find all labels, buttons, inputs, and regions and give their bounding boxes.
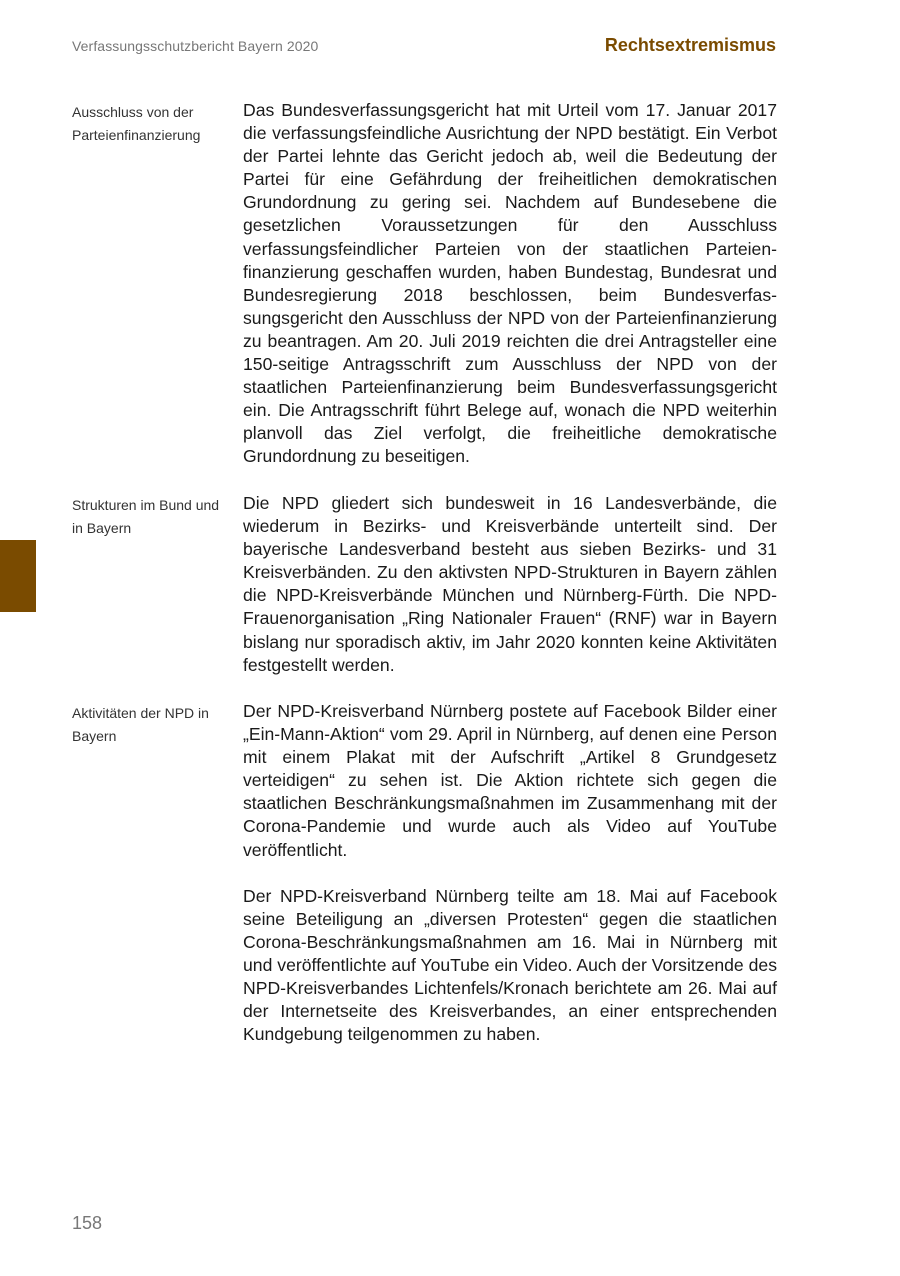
margin-note: Strukturen im Bund und in Bayern: [72, 497, 220, 536]
chapter-title: Rechtsextremismus: [604, 35, 776, 55]
chapter-tab-marker: [0, 540, 36, 612]
margin-note: Ausschluss von der Parteienfinanzierung: [72, 104, 201, 143]
page-number: 158: [72, 1213, 103, 1233]
body-paragraph: Die NPD gliedert sich bundesweit in 16 Landesverbände, die wiederum in Bezirks- und Kreisverbände unterteilt sind. Der bayerische Landesverband besteht aus sieben Bezirks- und 31 Kreisverbänden. Zu den aktivsten NPD-Strukturen in Bayern zählen die NPD-Kreisverbände München und Nürnberg-Fürth. Die NPD-Frauenorganisation „Ring Nationaler Frauen“ (RNF) war in Bayern bislang nur sporadisch aktiv, im Jahr 2020 konnten keine Aktivitäten festgestellt werden.: [243, 493, 777, 675]
margin-note: Aktivitäten der NPD in Bayern: [72, 705, 209, 744]
body-paragraph: Der NPD-Kreisverband Nürnberg teilte am 18. Mai auf Facebook seine Beteiligung an „diversen Protesten“ gegen die staatlichen Corona-Beschränkungsmaßnahmen am 16. Mai in Nürnberg mit und veröffentlichte auf YouTube ein Video. Auch der Vorsitzende des NPD-Kreisverbandes Lichtenfels/Kronach berichtete am 26. Mai auf der Internetseite des Kreisverbandes, an einer entsprechenden Kundgebung teilgenommen zu haben.: [243, 885, 777, 1045]
body-paragraph: Der NPD-Kreisverband Nürnberg postete auf Facebook Bilder einer „Ein-Mann-Aktion“ vom 29. April in Nürnberg, auf denen eine Person mit einem Plakat mit der Aufschrift „Artikel 8 Grundgesetz verteidigen“ zu sehen ist. Die Aktion richtete sich gegen die staatlichen Beschränkungsmaßnahmen im Zusammenhang mit der Corona-Pandemie und wurde auch als Video auf YouTube veröffentlicht.: [243, 701, 777, 860]
section-party-financing: [72, 99, 778, 469]
body-paragraph: Das Bundesverfassungsgericht hat mit Urteil vom 17. Januar 2017 die verfassungsfeindliche Ausrichtung der NPD bestätigt. Ein Verbot der Partei lehnte das Gericht jedoch ab, weil die Bedeutung der Partei für eine Gefährdung der freiheitlichen demokratischen Grundordnung zu gering sei. Nachdem auf Bundesebene die gesetzlichen Voraussetzungen für den Ausschluss verfassungsfeindlicher Parteien von der staatlichen Parteienfinanzierung geschaffen wurden, haben Bundestag, Bundesrat und Bundesregierung 2018 beschlossen, beim Bundesverfassungsgericht den Ausschluss der NPD von der Parteienfinanzierung zu beantragen. Am 20. Juli 2019 reichten die drei Antragsteller eine 150-seitige Antragsschrift zum Ausschluss der NPD von der staatlichen Parteienfinanzierung beim Bundesverfassungsgericht ein. Die Antragsschrift führt Belege auf, wonach die NPD weiterhin planvoll das Ziel verfolgt, die freiheitliche demokratische Grundordnung zu beseitigen.: [243, 100, 777, 467]
section-activities: [72, 700, 778, 1046]
section-structures: [72, 492, 778, 677]
running-header-title: Verfassungsschutzbericht Bayern 2020: [72, 38, 319, 54]
